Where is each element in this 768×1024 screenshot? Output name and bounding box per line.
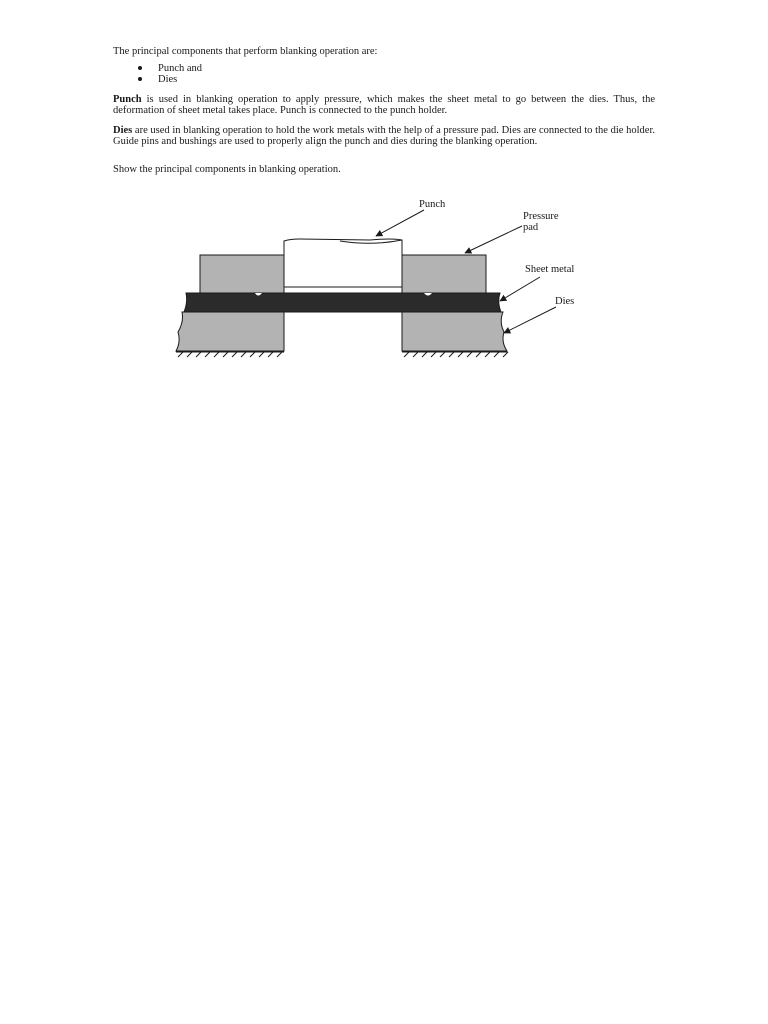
dies-leader — [504, 307, 556, 333]
pressure-pad-right — [402, 255, 486, 293]
list-item: Dies — [113, 74, 655, 85]
sheet-metal-leader — [500, 277, 540, 301]
dies-label: Dies — [555, 296, 575, 307]
pressure-pad-label-line2: pad — [523, 222, 539, 233]
punch-paragraph — [113, 94, 655, 116]
dies-term: Dies — [113, 125, 133, 136]
ground-hatch-left — [176, 352, 284, 357]
pressure-pad-label-line1: Pressure — [523, 211, 559, 222]
list-item: Punch and — [113, 63, 655, 74]
blanking-diagram — [170, 195, 600, 360]
punch-body — [284, 239, 402, 293]
ground-hatch-right — [402, 352, 508, 357]
figure-caption: Show the principal components in blanking operation. — [113, 164, 341, 175]
document-body — [113, 46, 655, 175]
component-list — [113, 63, 655, 85]
sheet-metal-label: Sheet metal — [525, 264, 575, 275]
die-left — [176, 312, 284, 351]
punch-description: is used in blanking operation to apply pressure, which makes the sheet metal to go between the dies. Thus, the deformation of sheet metal takes place. Punch is connected to the punch holder. — [113, 94, 655, 116]
pressure-pad-left — [200, 255, 284, 293]
die-right — [402, 312, 507, 351]
punch-term: Punch — [113, 94, 142, 105]
intro-text: The principal components that perform blanking operation are: — [113, 46, 378, 57]
sheet-metal — [184, 293, 501, 312]
pressure-pad-leader — [465, 226, 522, 253]
punch-leader — [376, 210, 424, 236]
dies-paragraph — [113, 125, 655, 147]
dies-description: are used in blanking operation to hold the work metals with the help of a pressure pad. Dies are connected to the die holder. Guide pins and bushings are used to properly align the punch and dies during the blanking operation. — [113, 125, 655, 147]
punch-label: Punch — [419, 199, 446, 210]
